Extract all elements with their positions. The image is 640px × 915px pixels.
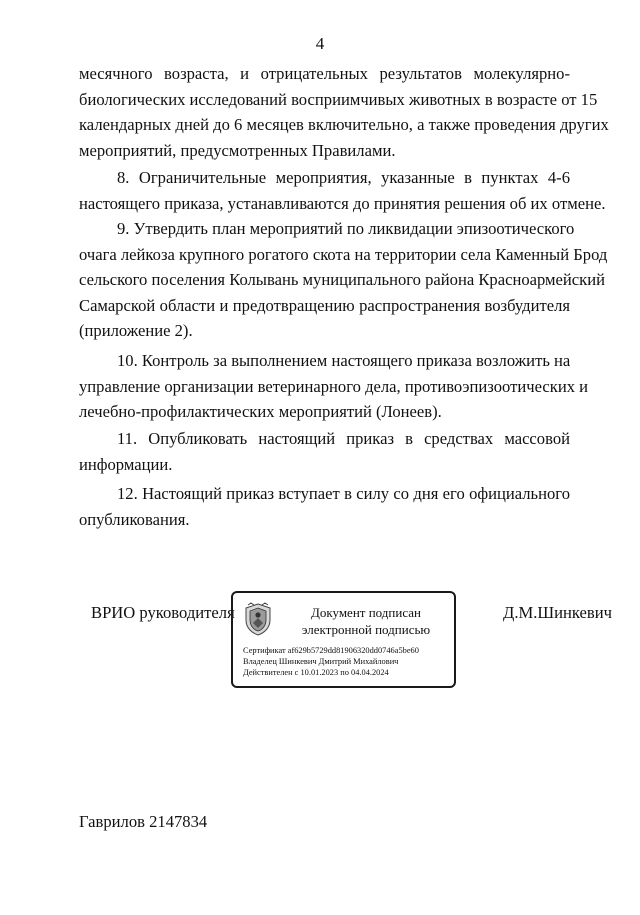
text-line: 8. Ограничительные мероприятия, указанные в пунктах 4-6 <box>117 168 570 187</box>
text-line: настоящего приказа, устанавливаются до принятия решения об их отмене. <box>79 193 606 213</box>
stamp-owner: Владелец Шинкевич Дмитрий Михайлович <box>243 657 399 666</box>
signer-name: Д.М.Шинкевич <box>503 603 612 622</box>
stamp-certificate: Сертификат af629b5729dd81906320dd0746a5be60 <box>243 646 419 655</box>
text-line: 12. Настоящий приказ вступает в силу со дня его официального <box>117 484 570 503</box>
text-line: сельского поселения Колывань муниципального района Красноармейский <box>79 270 605 289</box>
paragraph-11 <box>79 426 570 477</box>
paragraph-9 <box>79 216 608 344</box>
text-line: 10. Контроль за выполнением настоящего приказа возложить на <box>117 351 571 370</box>
text-line: управление организации ветеринарного дела, противоэпизоотических и <box>79 376 589 396</box>
text-line: (приложение 2). <box>79 321 193 340</box>
stamp-title-line: Документ подписан <box>311 605 421 620</box>
text-line: Самарской области и предотвращению распространения возбудителя <box>79 295 570 315</box>
text-line: очага лейкоза крупного рогатого скота на территории села Каменный Брод <box>79 244 608 264</box>
paragraph-8 <box>79 165 606 216</box>
coat-of-arms-icon <box>243 602 273 636</box>
paragraph-10 <box>79 348 589 425</box>
stamp-validity: Действителен с 10.01.2023 по 04.04.2024 <box>243 668 389 677</box>
stamp-details <box>243 645 419 678</box>
text-line: 11. Опубликовать настоящий приказ в средствах массовой <box>117 429 570 448</box>
text-line: лечебно-профилактических мероприятий (Лонеев). <box>79 402 442 421</box>
paragraph-12 <box>79 481 570 532</box>
text-line: информации. <box>79 454 173 474</box>
text-line: календарных дней до 6 месяцев включительно, а также проведения других <box>79 115 609 134</box>
text-line: биологических исследований восприимчивых животных в возрасте от 15 <box>79 89 598 109</box>
stamp-title-line: электронной подписью <box>301 622 431 637</box>
text-line: опубликования. <box>79 509 190 529</box>
text-line: 9. Утвердить план мероприятий по ликвидации эпизоотического <box>117 219 575 238</box>
signer-title: ВРИО руководителя <box>91 603 235 622</box>
author-reference: Гаврилов 2147834 <box>79 812 208 831</box>
page-number: 4 <box>315 34 325 53</box>
text-line: месячного возраста, и отрицательных результатов молекулярно- <box>79 64 570 83</box>
stamp-title <box>277 604 455 638</box>
paragraph-continuation <box>79 61 609 163</box>
text-line: мероприятий, предусмотренных Правилами. <box>79 140 396 160</box>
electronic-signature-stamp <box>231 591 456 688</box>
